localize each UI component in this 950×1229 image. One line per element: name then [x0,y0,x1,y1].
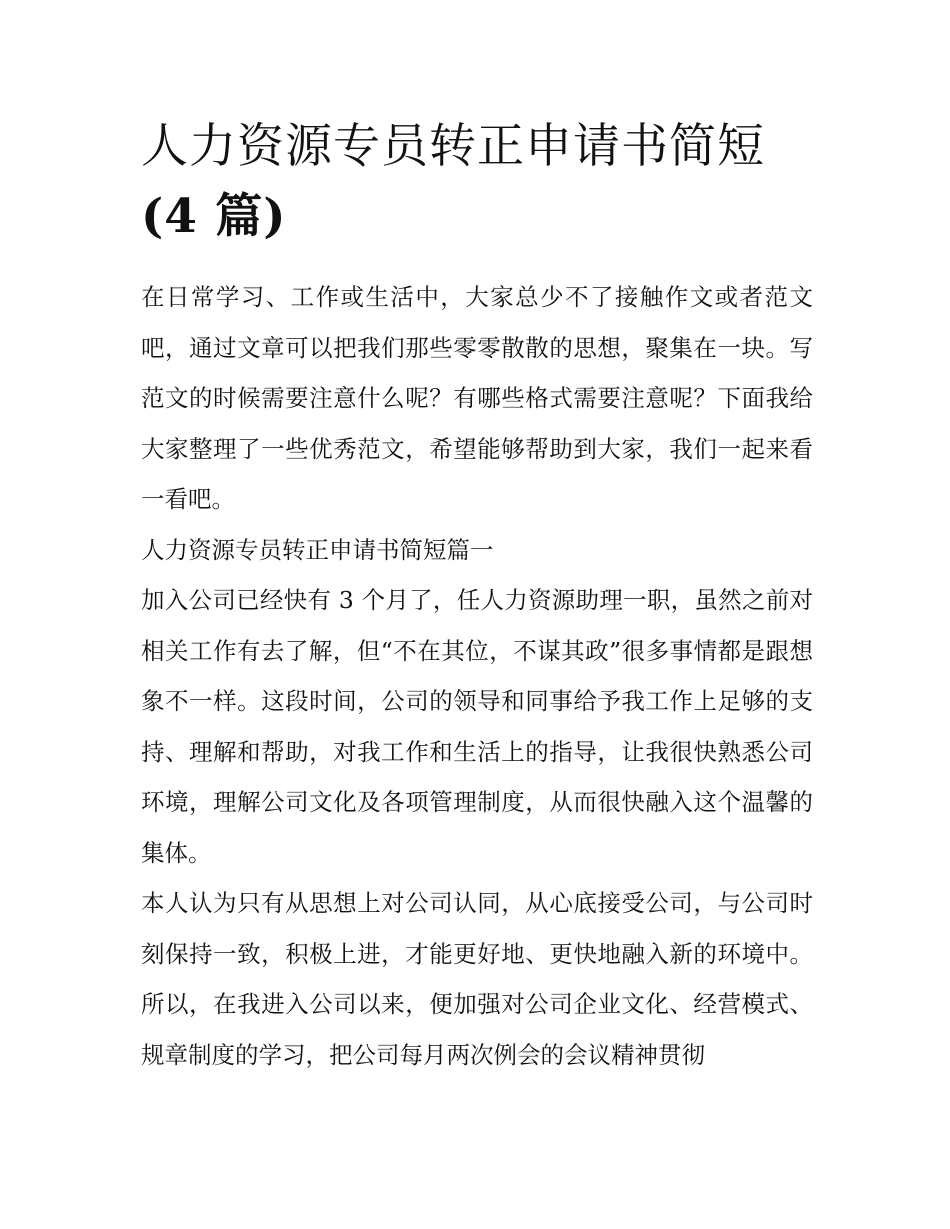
title-line-2: (4 篇) [141,189,287,244]
body-paragraph-1: 加入公司已经快有 3 个月了，任人力资源助理一职，虽然之前对相关工作有去了解，但“不在其位，不谋其政”很多事情都是跟想象不一样。这段时间，公司的领导和同事给予我工作上足够的支持、理解和帮助，对我工作和生活上的指导，让我很快熟悉公司环境，理解公司文化及各项管理制度，从而很快融入这个温馨的集体。 [141,586,813,867]
document-content [141,112,813,1080]
intro-paragraph: 在日常学习、工作或生活中，大家总少不了接触作文或者范文吧，通过文章可以把我们那些零零散散的思想，聚集在一块。写范文的时候需要注意什么呢？有哪些格式需要注意呢？下面我给大家整理了一些优秀范文，希望能够帮助到大家，我们一起来看一看吧。 [141,283,813,513]
page-title [141,112,813,252]
section-heading: 人力资源专员转正申请书简短篇一 [141,535,494,564]
body-paragraph-2: 本人认为只有从思想上对公司认同，从心底接受公司，与公司时刻保持一致，积极上进，才能更好地、更快地融入新的环境中。所以，在我进入公司以来，便加强对公司企业文化、经营模式、规章制度的学习，把公司每月两次例会的会议精神贯彻 [141,889,813,1069]
title-line-1: 人力资源专员转正申请书简短 [141,119,765,174]
